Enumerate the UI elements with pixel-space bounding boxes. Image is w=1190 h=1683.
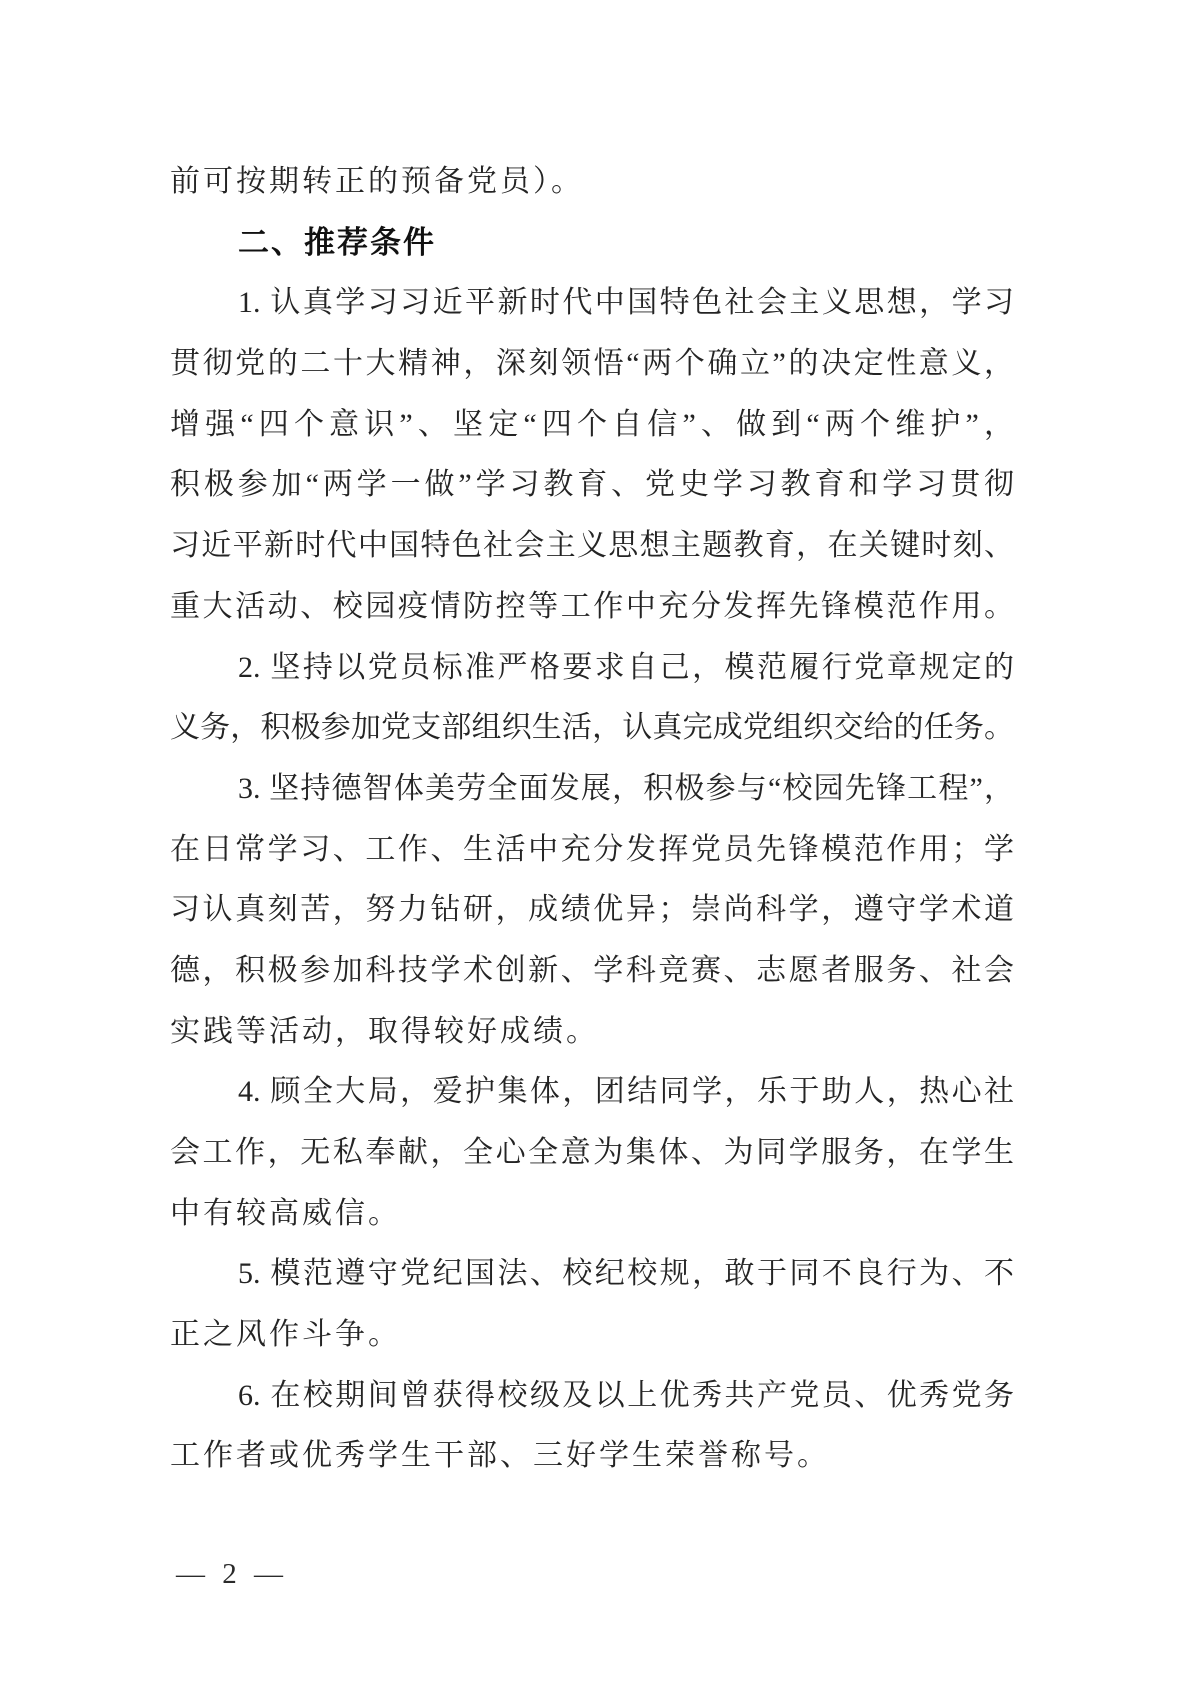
text-line: 正之风作斗争。 xyxy=(170,1318,401,1352)
recommendation-item-1 xyxy=(170,273,1014,637)
page-number: — 2 — xyxy=(176,1558,284,1590)
text-line: 3. 坚持德智体美劳全面发展，积极参与“校园先锋工程”， xyxy=(238,771,1014,805)
text-line: 工作者或优秀学生干部、三好学生荣誉称号。 xyxy=(170,1439,830,1473)
text-line: 2. 坚持以党员标准严格要求自己，模范履行党章规定的 xyxy=(238,650,1014,684)
text-line: 义务，积极参加党支部组织生活，认真完成党组织交给的任务。 xyxy=(170,711,1014,745)
text-line: 实践等活动，取得较好成绩。 xyxy=(170,1014,599,1048)
text-line: 前可按期转正的预备党员）。 xyxy=(170,165,584,198)
recommendation-item-4 xyxy=(170,1062,1014,1244)
text-line: 德，积极参加科技学术创新、学科竞赛、志愿者服务、社会 xyxy=(170,953,1014,987)
text-line: 4. 顾全大局，爱护集体，团结同学，乐于助人，热心社 xyxy=(238,1075,1014,1109)
continuation-paragraph xyxy=(170,152,1014,213)
text-line: 习近平新时代中国特色社会主义思想主题教育，在关键时刻、 xyxy=(170,529,1014,563)
text-line: 6. 在校期间曾获得校级及以上优秀共产党员、优秀党务 xyxy=(238,1378,1014,1412)
text-line: 重大活动、校园疫情防控等工作中充分发挥先锋模范作用。 xyxy=(170,589,1014,623)
text-line: 1. 认真学习习近平新时代中国特色社会主义思想，学习 xyxy=(238,286,1014,320)
recommendation-item-2 xyxy=(170,638,1014,759)
text-line: 会工作，无私奉献，全心全意为集体、为同学服务，在学生 xyxy=(170,1136,1014,1169)
text-line: 5. 模范遵守党纪国法、校纪校规，敢于同不良行为、不 xyxy=(238,1257,1014,1291)
text-line: 习认真刻苦，努力钻研，成绩优异；崇尚科学，遵守学术道 xyxy=(170,893,1014,927)
document-body xyxy=(170,152,1014,1487)
recommendation-item-3 xyxy=(170,759,1014,1062)
text-line: 积极参加“两学一做”学习教育、党史学习教育和学习贯彻 xyxy=(170,468,1014,502)
page-footer xyxy=(176,1552,284,1596)
section-heading: 二、推荐条件 xyxy=(238,224,436,261)
recommendation-item-6 xyxy=(170,1366,1014,1487)
text-line: 贯彻党的二十大精神，深刻领悟“两个确立”的决定性意义， xyxy=(170,347,1014,381)
recommendation-item-5 xyxy=(170,1244,1014,1365)
text-line: 中有较高威信。 xyxy=(170,1196,401,1230)
text-line: 增强“四个意识”、坚定“四个自信”、做到“两个维护”， xyxy=(170,407,1014,441)
text-line: 在日常学习、工作、生活中充分发挥党员先锋模范作用；学 xyxy=(170,832,1014,866)
